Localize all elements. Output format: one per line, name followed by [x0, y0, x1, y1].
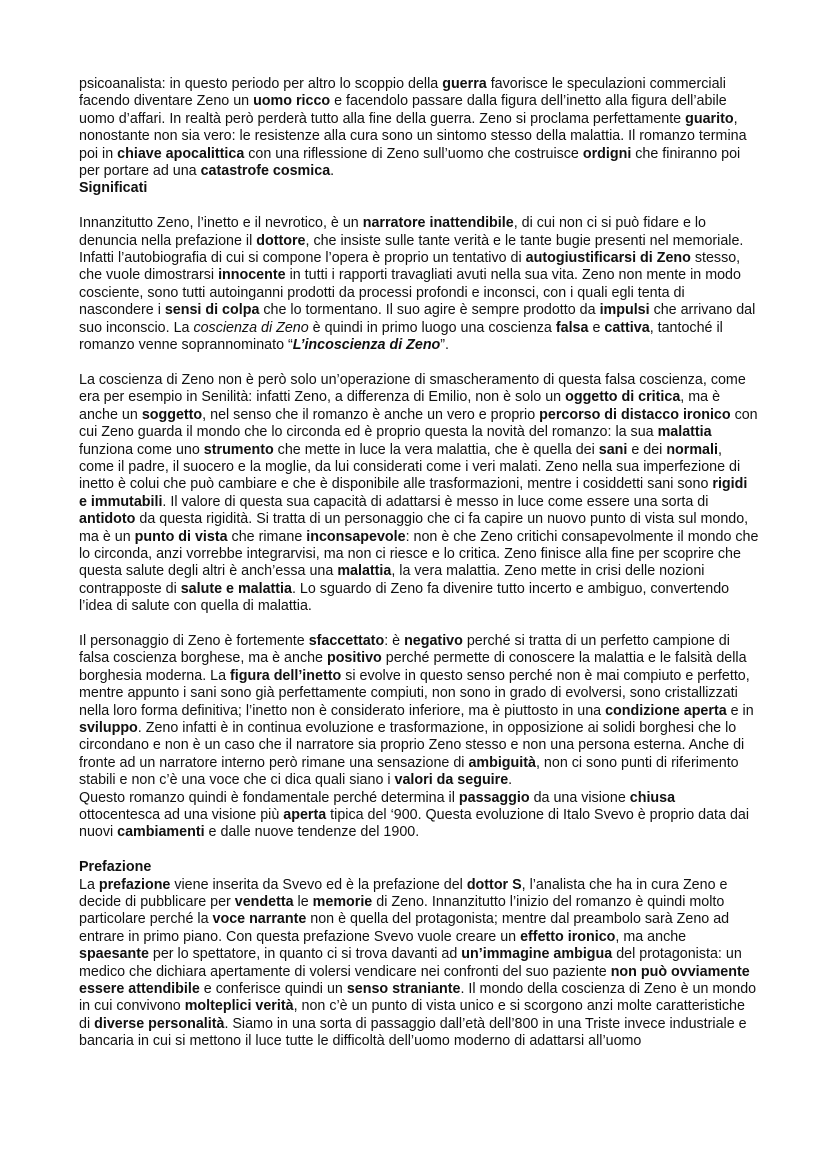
bold-text: prefazione	[98, 876, 171, 893]
body-text: che lo tormentano. Il suo agire è sempre prodotto da	[259, 302, 600, 319]
bold-text: valori da seguire	[394, 772, 509, 789]
bold-text: soggetto	[141, 406, 203, 423]
bold-text: percorso di distacco ironico	[539, 406, 731, 423]
bold-text: catastrofe cosmica	[200, 163, 331, 180]
body-text: in tutti i rapporti travagliati avuti nella sua vita. Zeno non mente in modo cosciente, sono tutti autoinganni prodotti da processi profondi e inconsci, con i quali egli tenta di nascondere i	[79, 267, 741, 319]
body-text: La coscienza di Zeno non è però solo un’operazione di smascheramento di questa falsa coscienza, come era per esempio in Senilità: infatti Zeno, a differenza di Emilio, non è solo un	[79, 371, 746, 406]
body-text: : non è che Zeno critichi consapevolmente il mondo che lo circonda, anzi vorrebbe integrarvisi, ma non ci riesce e lo critica. Zeno finisce alla fine per scoprire che questa salute degli altri è anch’essa una	[79, 528, 759, 580]
bold-text: chiave apocalittica	[117, 145, 245, 162]
bold-text: sani	[598, 441, 628, 458]
bold-text: memorie	[312, 894, 373, 911]
paragraph-coscienza-di-zeno	[79, 372, 759, 616]
bold-text: normali	[666, 441, 718, 458]
body-text: . Zeno infatti è in continua evoluzione e trasformazione, in opposizione ai solidi borghesi che lo circondano e non è un caso che il narratore sia proprio Zeno stesso e non una persona esterna. Anche di fronte ad un narratore interno però rimane una sensazione di	[79, 719, 745, 771]
body-text: e in	[726, 702, 754, 719]
body-text: favorisce le speculazioni commerciali facendo diventare Zeno un	[79, 76, 726, 110]
heading-prefazione: Prefazione	[79, 859, 152, 876]
body-text: , ma anche	[615, 928, 687, 945]
bold-text: sensi di colpa	[164, 302, 260, 319]
bold-text: innocente	[218, 267, 286, 284]
bold-text: sfaccettato	[308, 632, 385, 649]
body-text: è quindi in primo luogo una coscienza	[308, 319, 556, 336]
body-text: . Siamo in una sorta di passaggio dall’età dell’800 in una Triste invece industriale e bancaria in cui si mettono il luce tutte le difficoltà dell’uomo moderno di adattarsi all’uomo	[79, 1015, 747, 1050]
body-text: le	[293, 894, 313, 911]
paragraph-personaggio-sfaccettato	[79, 633, 759, 790]
body-text: , come il padre, il suocero e la moglie, da lui considerati come i veri malati. Zeno nella sua imperfezione di inetto è colui che può cambiare e che è disponibile alle trasformazioni, mentre i cosiddetti sani sono	[79, 441, 741, 493]
body-text: .	[330, 163, 335, 180]
document-page	[79, 76, 759, 1051]
bold-text: dottore	[256, 232, 306, 249]
bold-text: diverse personalità	[94, 1015, 225, 1032]
bold-text: oggetto di critica	[565, 389, 681, 406]
body-text: , nonostante non sia vero: le resistenze alla cura sono un sintomo stesso della malattia. Il romanzo termina poi in	[79, 110, 747, 162]
bold-text: negativo	[404, 632, 463, 649]
body-text: Questo romanzo quindi è fondamentale perché determina il	[79, 789, 459, 806]
paragraph-intro	[79, 76, 759, 180]
body-text: che rimane	[227, 528, 307, 545]
body-text: perché si tratta di un perfetto campione di falsa coscienza borghese, ma è anche	[79, 632, 730, 667]
body-text: stesso, che vuole dimostrarsi	[79, 250, 741, 284]
bold-text: aperta	[283, 807, 327, 824]
italic-text: coscienza di Zeno	[193, 319, 309, 336]
bold-text: ambiguità	[468, 754, 536, 771]
body-text: , non ci sono punti di riferimento stabili e non c’è una voce che ci dica quali siano i	[79, 754, 739, 789]
body-text: . Il valore di questa sua capacità di adattarsi è messo in luce come essere una sorta di	[162, 493, 709, 510]
paragraph-prefazione	[79, 877, 759, 1051]
body-text: perché permette di conoscere la malattia e le falsità della borghesia moderna. La	[79, 650, 747, 684]
bold-text: effetto ironico	[520, 928, 616, 945]
body-text: ottocentesca ad una visione più	[79, 807, 284, 824]
body-text: .	[508, 772, 513, 789]
paragraph-narratore-inattendibile	[79, 215, 759, 354]
body-text: non è quella del protagonista; mentre dal preambolo sarà Zeno ad entrare in primo piano. Con questa prefazione Svevo vuole creare un	[79, 911, 730, 945]
body-text: con cui Zeno guarda il mondo che lo circonda ed è proprio questa la novità del romanzo: la sua	[79, 406, 758, 441]
bold-text: strumento	[203, 441, 274, 458]
bold-text: cambiamenti	[117, 824, 205, 841]
bold-text: passaggio	[458, 789, 530, 806]
body-text: , che insiste sulle tante verità e le tante bugie presenti nel memoriale. Infatti l’autobiografia di cui si compone l’opera è proprio un tentativo di	[79, 232, 744, 267]
bold-text: antidoto	[79, 511, 136, 528]
body-text: . Lo sguardo di Zeno fa divenire tutto incerto e ambiguo, convertendo l’idea di salute con quella di malattia.	[79, 580, 730, 615]
body-text: da una visione	[529, 789, 630, 806]
body-text: da questa rigidità. Si tratta di un personaggio che ci fa capire un nuovo punto di vista sul mondo, ma è un	[79, 511, 749, 545]
body-text: che finiranno poi per portare ad una	[79, 145, 741, 180]
body-text: che mette in luce la vera malattia, che è quella dei	[273, 441, 599, 458]
body-text: ”.	[440, 337, 450, 354]
bold-text: senso straniante	[346, 981, 461, 998]
bold-text: guarito	[685, 110, 734, 127]
body-text: , l’analista che ha in cura Zeno e decide di pubblicare per	[79, 876, 728, 911]
bold-text: spaesante	[79, 946, 149, 963]
bold-text: punto di vista	[134, 528, 228, 545]
bold-text: malattia	[657, 424, 712, 441]
bold-text: cattiva	[604, 319, 650, 336]
bold-text: positivo	[326, 650, 382, 667]
body-text: e conferisce quindi un	[199, 981, 347, 998]
body-text: La	[79, 876, 99, 893]
bold-text: voce narrante	[212, 911, 307, 928]
body-text: di Zeno. Innanzitutto l’inizio del romanzo è quindi molto particolare perché la	[79, 894, 725, 928]
body-text: , nel senso che il romanzo è anche un vero e proprio	[202, 406, 540, 423]
bold-text: salute e malattia	[180, 580, 292, 597]
body-text: Il personaggio di Zeno è fortemente	[79, 632, 309, 649]
body-text: e	[588, 319, 605, 336]
body-text: con una riflessione di Zeno sull’uomo che costruisce	[244, 145, 583, 162]
bold-text: vendetta	[234, 894, 294, 911]
body-text: . Il mondo della coscienza di Zeno è un mondo in cui convivono	[79, 981, 757, 1015]
bold-text: impulsi	[599, 302, 650, 319]
body-text: e dei	[627, 441, 667, 458]
body-text: , non c’è un punto di vista unico e si scorgono anzi molte caratteristiche di	[79, 998, 745, 1032]
bold-text: non può ovviamente essere attendibile	[79, 963, 750, 998]
bold-text: chiusa	[629, 789, 676, 806]
body-text: psicoanalista: in questo periodo per altro lo scoppio della	[79, 76, 443, 92]
bold-text: autogiustificarsi di Zeno	[525, 250, 691, 267]
body-text: e facendolo passare dalla figura dell’inetto alla figura dell’abile uomo d’affari. In realtà però perderà tutto alla fine della guerra. Zeno si proclama perfettamente	[79, 93, 727, 127]
body-text: , ma è anche un	[79, 389, 721, 423]
body-text: del protagonista: un medico che dichiara apertamente di volersi vendicare nei confronti del suo paziente	[79, 946, 742, 980]
bold-text: falsa	[555, 319, 589, 336]
bold-text: ordigni	[582, 145, 632, 162]
bold-text: dottor S	[466, 876, 522, 893]
body-text: che arrivano dal suo inconscio. La	[79, 302, 756, 336]
bold-text: molteplici verità	[184, 998, 294, 1015]
bold-text: sviluppo	[79, 719, 138, 736]
heading-significati: Significati	[79, 180, 148, 197]
bold-text: inconsapevole	[306, 528, 406, 545]
body-text: si evolve in questo senso perché non è mai compiuto e perfetto, mentre appunto i sani sono già perfettamente compiuti, non sono in grado di evolversi, sono cristallizzati nella loro forma definitiva; l’inetto non è considerato inferiore, ma è piuttosto in una	[79, 667, 750, 719]
body-text: e dalle nuove tendenze del 1900.	[204, 824, 420, 841]
bold-text: narratore inattendibile	[362, 215, 514, 232]
bold-text: malattia	[337, 563, 392, 580]
bold-text: un’immagine ambigua	[461, 946, 613, 963]
body-text: viene inserita da Svevo ed è la prefazione del	[170, 876, 467, 893]
bold-text: rigidi e immutabili	[79, 476, 748, 510]
bold-text: figura dell’inetto	[230, 667, 342, 684]
body-text: : è	[384, 632, 405, 649]
body-text: , di cui non ci si può fidare e lo denuncia nella prefazione il	[79, 215, 707, 249]
bold-text: condizione aperta	[605, 702, 727, 719]
paragraph-passaggio	[79, 790, 759, 842]
body-text: Innanzitutto Zeno, l’inetto e il nevrotico, è un	[79, 215, 363, 232]
body-text: funziona come uno	[79, 441, 204, 458]
body-text: , tantoché il romanzo venne soprannominato “	[79, 319, 723, 354]
emphasis-text: L’incoscienza di Zeno	[292, 337, 441, 354]
bold-text: guerra	[442, 76, 487, 92]
bold-text: uomo ricco	[253, 93, 331, 110]
body-text: , la vera malattia. Zeno mette in crisi delle nozioni contrapposte di	[79, 563, 705, 597]
body-text: tipica del ‘900. Questa evoluzione di Italo Svevo è proprio data dai nuovi	[79, 807, 750, 841]
body-text: per lo spettatore, in quanto ci si trova davanti ad	[148, 946, 462, 963]
